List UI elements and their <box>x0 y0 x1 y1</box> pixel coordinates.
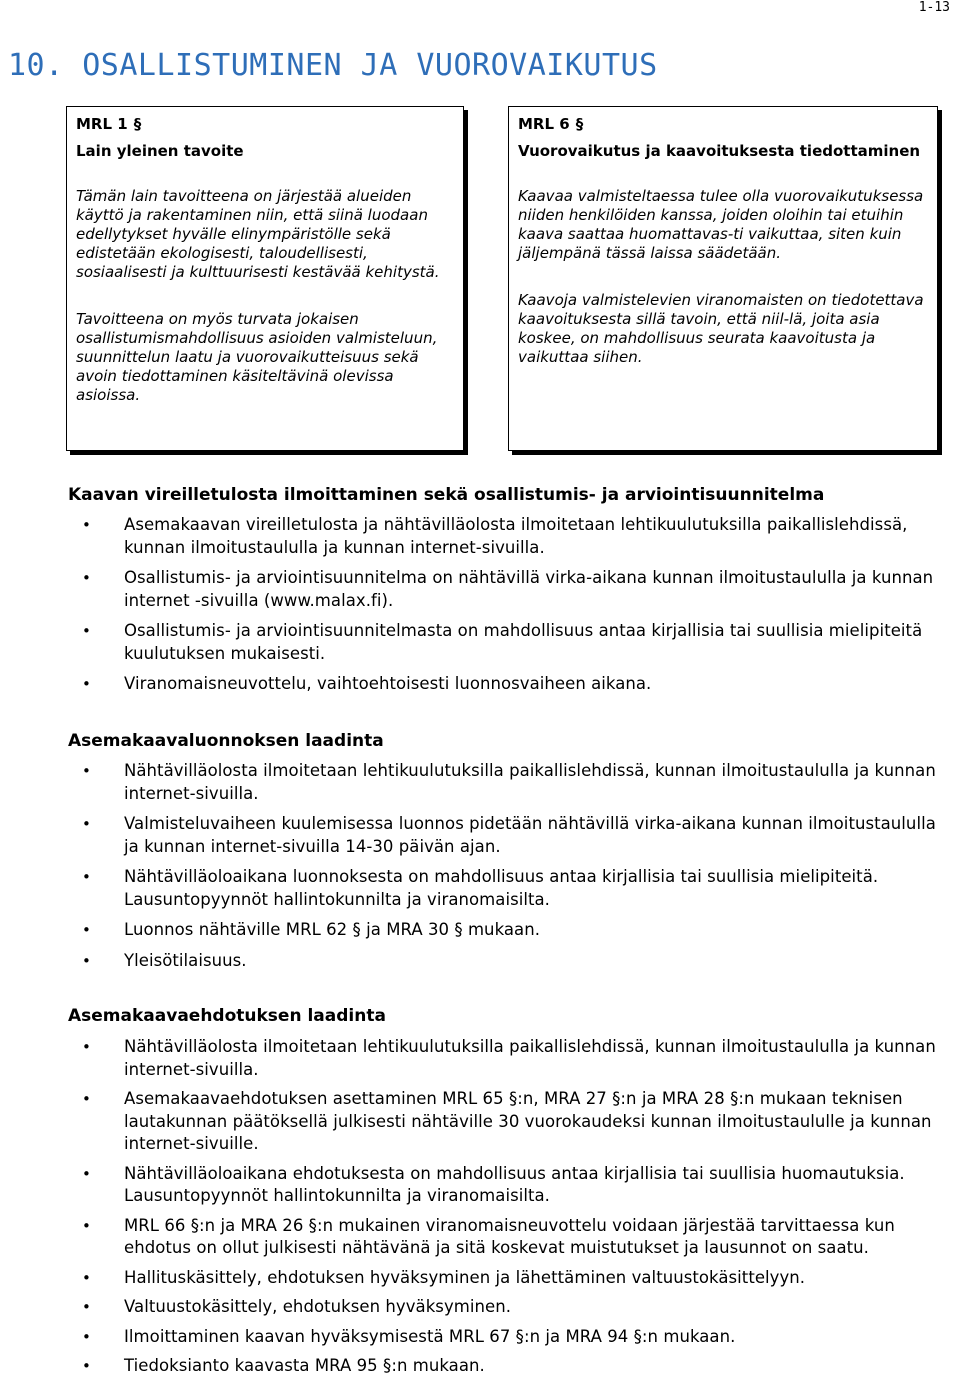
list-item-text: Osallistumis- ja arviointisuunnitelmasta on mahdollisuus antaa kirjallisia tai suullisia mielipiteitä kuulutuksen mukaisesti. <box>124 621 923 663</box>
bullet-icon: • <box>82 951 91 970</box>
list-item <box>0 760 952 805</box>
list-item <box>0 866 952 911</box>
bullet-icon: • <box>82 1268 91 1287</box>
list-item-text: Osallistumis- ja arviointisuunnitelma on nähtävillä virka-aikana kunnan ilmoitustaululla ja kunnan internet -sivuilla (www.malax.fi). <box>124 568 934 610</box>
bullet-list <box>0 1036 952 1378</box>
list-item-text: Hallituskäsittely, ehdotuksen hyväksyminen ja lähettäminen valtuustokäsittelyyn. <box>124 1267 806 1287</box>
section-heading: Asemakaavaluonnoksen laadinta <box>68 731 384 751</box>
bullet-icon: • <box>82 1038 91 1056</box>
list-item-text: Nähtävilläolosta ilmoitetaan lehtikuulutuksilla paikallislehdissä, kunnan ilmoitustaululla ja kunnan internet-sivuilla. <box>124 761 936 803</box>
bullet-icon: • <box>82 921 91 939</box>
list-item <box>0 1267 952 1290</box>
list-item-text: Luonnos nähtäville MRL 62 § ja MRA 30 § mukaan. <box>124 920 541 939</box>
list-item-text: Valmisteluvaiheen kuulemisessa luonnos pidetään nähtävillä virka-aikana kunnan ilmoitustaululla ja kunnan internet-sivuilla 14-30 päivän ajan. <box>124 814 936 856</box>
list-item-text: MRL 66 §:n ja MRA 26 §:n mukainen viranomaisneuvottelu voidaan järjestää tarvittaessa kun ehdotus on ollut julkisesti nähtävänä ja sitä koskevat muistutukset ja lausunnot on saatu. <box>124 1215 895 1257</box>
list-item-text: Nähtävilläolosta ilmoitetaan lehtikuulutuksilla paikallislehdissä, kunnan ilmoitustaululla ja kunnan internet-sivuilla. <box>124 1037 936 1079</box>
law-paragraph: Kaavoja valmistelevien viranomaisten on tiedotettava kaavoituksesta sillä tavoin, että niil-lä, joita asia koskee, on mahdollisuus seurata kaavoitusta ja vaikuttaa siihen. <box>518 291 924 366</box>
bullet-list <box>0 514 952 696</box>
list-item <box>0 514 952 559</box>
list-item <box>0 1163 952 1208</box>
bullet-icon: • <box>82 1216 91 1235</box>
law-box-mrl-1 <box>66 106 464 451</box>
law-box-mrl-6 <box>508 106 938 451</box>
list-item <box>0 813 952 858</box>
bullet-icon: • <box>82 1357 91 1375</box>
bullet-icon: • <box>82 1090 91 1108</box>
list-item-text: Viranomaisneuvottelu, vaihtoehtoisesti luonnosvaiheen aikana. <box>124 674 652 693</box>
bullet-icon: • <box>82 762 91 780</box>
bullet-icon: • <box>82 868 91 886</box>
list-item <box>0 1088 952 1156</box>
list-item <box>0 1355 952 1378</box>
section-heading: Asemakaavaehdotuksen laadinta <box>68 1006 386 1026</box>
law-heading: Lain yleinen tavoite <box>76 142 244 160</box>
law-heading: Vuorovaikutus ja kaavoituksesta tiedottaminen <box>518 142 921 160</box>
law-ref: MRL 6 § <box>518 115 584 133</box>
list-item-text: Nähtävilläoloaikana ehdotuksesta on mahdollisuus antaa kirjallisia tai suullisia huomautuksia. Lausuntopyynnöt hallintokunnilta ja viranomaisilta. <box>124 1163 905 1205</box>
list-item <box>0 567 952 612</box>
list-item <box>0 673 952 696</box>
list-item-text: Asemakaavaehdotuksen asettaminen MRL 65 §:n, MRA 27 §:n ja MRA 28 §:n mukaan teknisen lautakunnan päätöksellä julkisesti nähtäville 30 vuorokaudeksi kunnan ilmoitustaululle ja kunnan internet-sivuille. <box>124 1089 932 1153</box>
bullet-icon: • <box>82 1164 91 1183</box>
list-item-text: Asemakaavan vireilletulosta ja nähtävilläolosta ilmoitetaan lehtikuulutuksilla paikallislehdissä, kunnan ilmoitustaululla ja kunnan internet-sivuilla. <box>124 515 908 557</box>
section-heading: Kaavan vireilletulosta ilmoittaminen sekä osallistumis- ja arviointisuunnitelma <box>68 485 825 505</box>
law-paragraph: Tavoitteena on myös turvata jokaisen osallistumismahdollisuus asioiden valmisteluun, suunnittelun laatu ja vuorovaikutteisuus sekä avoin tiedottaminen käsiteltävinä olevissa asioissa. <box>76 310 438 404</box>
list-item <box>0 1215 952 1260</box>
list-item <box>0 1036 952 1081</box>
list-item <box>0 1296 952 1319</box>
list-item <box>0 919 952 942</box>
list-item-text: Valtuustokäsittely, ehdotuksen hyväksyminen. <box>124 1297 512 1316</box>
list-item-text: Nähtävilläoloaikana luonnoksesta on mahdollisuus antaa kirjallisia tai suullisia mielipiteitä. Lausuntopyynnöt hallintokunnilta ja viranomaisilta. <box>124 867 879 909</box>
law-ref: MRL 1 § <box>76 115 142 133</box>
bullet-icon: • <box>82 516 91 534</box>
bullet-icon: • <box>82 622 91 640</box>
bullet-icon: • <box>82 815 91 833</box>
bullet-icon: • <box>82 1298 91 1316</box>
law-paragraph: Tämän lain tavoitteena on järjestää alueiden käyttö ja rakentaminen niin, että siinä luodaan edellytykset hyvälle elinympäristölle sekä edistetään ekologisesti, taloudellisesti, sosiaalisesti ja kulttuurisesti kestävää kehitystä. <box>76 187 440 281</box>
law-paragraph: Kaavaa valmisteltaessa tulee olla vuorovaikutuksessa niiden henkilöiden kanssa, joiden oloihin tai etuihin kaava saattaa huomattavas-ti vaikuttaa, siten kuin jäljempänä tässä laissa säädetään. <box>518 187 924 262</box>
list-item-text: Ilmoittaminen kaavan hyväksymisestä MRL 67 §:n ja MRA 94 §:n mukaan. <box>124 1326 736 1346</box>
bullet-list <box>0 760 952 972</box>
bullet-icon: • <box>82 569 91 587</box>
bullet-icon: • <box>82 1327 91 1346</box>
list-item <box>0 620 952 665</box>
bullet-icon: • <box>82 675 91 693</box>
list-item <box>0 950 952 973</box>
list-item <box>0 1326 952 1349</box>
page-title: 10. OSALLISTUMINEN JA VUOROVAIKUTUS <box>8 48 658 83</box>
list-item-text: Yleisötilaisuus. <box>124 950 247 970</box>
page-number: 1-13 <box>918 0 950 15</box>
list-item-text: Tiedoksianto kaavasta MRA 95 §:n mukaan. <box>124 1356 485 1375</box>
